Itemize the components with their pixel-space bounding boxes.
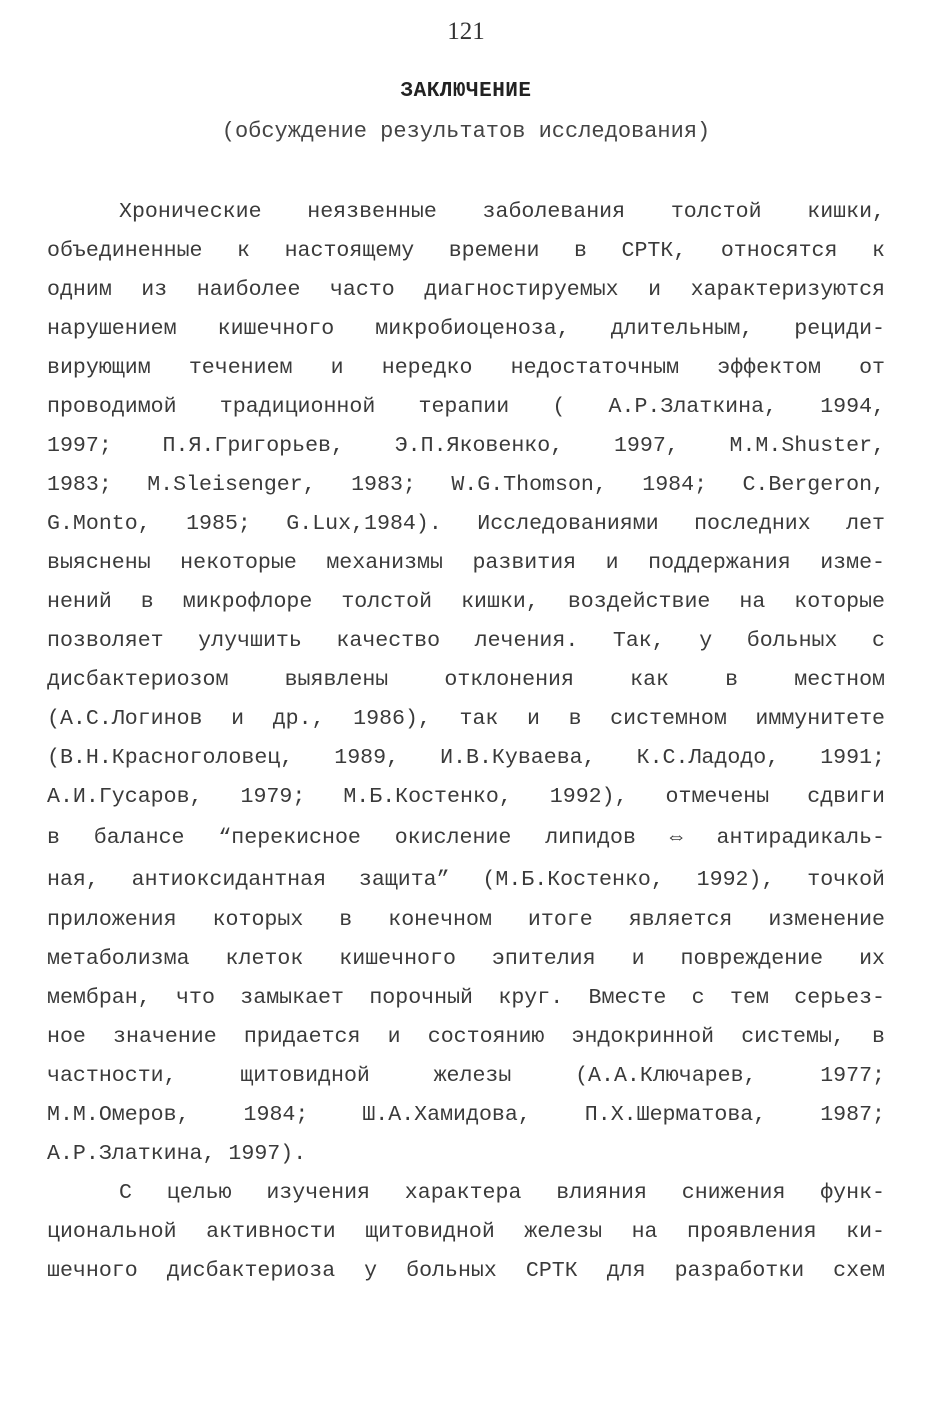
text-line: С целью изучения характера влияния снижения функ- [119, 1181, 885, 1205]
paragraph-1 [47, 193, 885, 1174]
text-line: циональной активности щитовидной железы на проявления ки- [47, 1220, 885, 1244]
text-line: шечного дисбактериоза у больных СРТК для разработки схем [47, 1259, 885, 1283]
text-line: G.Monto, 1985; G.Lux,1984). Исследованиями последних лет [47, 512, 885, 536]
page-number: 121 [447, 18, 485, 45]
text-line: вирующим течением и нередко недостаточным эффектом от [47, 356, 885, 380]
text-line: мембран, что замыкает порочный круг. Вместе с тем серьез- [47, 986, 885, 1010]
text-line: нарушением кишечного микробиоценоза, длительным, рециди- [47, 317, 885, 341]
text-line: нений в микрофлоре толстой кишки, воздействие на которые [47, 590, 885, 614]
text-line: (В.Н.Красноголовец, 1989, И.В.Куваева, К.С.Ладодо, 1991; [47, 746, 885, 770]
paragraph-2 [47, 1174, 885, 1291]
text-line: дисбактериозом выявлены отклонения как в местном [47, 668, 885, 692]
text-line: частности, щитовидной железы (А.А.Ключарев, 1977; [47, 1064, 885, 1088]
text-line: одним из наиболее часто диагностируемых и характеризуются [47, 278, 885, 302]
text-line: (А.С.Логинов и др., 1986), так и в системном иммунитете [47, 707, 885, 731]
text-line: М.М.Омеров, 1984; Ш.А.Хамидова, П.Х.Шерматова, 1987; [47, 1103, 885, 1127]
text-line: метаболизма клеток кишечного эпителия и повреждение их [47, 947, 885, 971]
text-line: Хронические неязвенные заболевания толстой кишки, [119, 200, 885, 224]
text-line: А.И.Гусаров, 1979; М.Б.Костенко, 1992), отмечены сдвиги [47, 785, 885, 809]
text-line: ное значение придается и состоянию эндокринной системы, в [47, 1025, 885, 1049]
text-line: 1983; M.Sleisenger, 1983; W.G.Thomson, 1984; C.Bergeron, [47, 473, 885, 497]
text-line: приложения которых в конечном итоге является изменение [47, 908, 885, 932]
section-heading: ЗАКЛЮЧЕНИЕ [400, 80, 532, 103]
section-subheading: (обсуждение результатов исследования) [221, 119, 711, 144]
text-line: А.Р.Златкина, 1997). [47, 1142, 307, 1166]
text-line: 1997; П.Я.Григорьев, Э.П.Яковенко, 1997, M.M.Shuster, [47, 434, 885, 458]
text-line: ная, антиоксидантная защита” (М.Б.Костенко, 1992), точкой [47, 868, 885, 892]
text-line: проводимой традиционной терапии ( А.Р.Златкина, 1994, [47, 395, 885, 419]
text-line: позволяет улучшить качество лечения. Так, у больных с [47, 629, 885, 653]
text-line: в балансе “перекисное окисление липидов ⇔ антирадикаль- [47, 826, 885, 850]
text-line: объединенные к настоящему времени в СРТК, относятся к [47, 239, 885, 263]
text-line: выяснены некоторые механизмы развития и поддержания изме- [47, 551, 885, 575]
